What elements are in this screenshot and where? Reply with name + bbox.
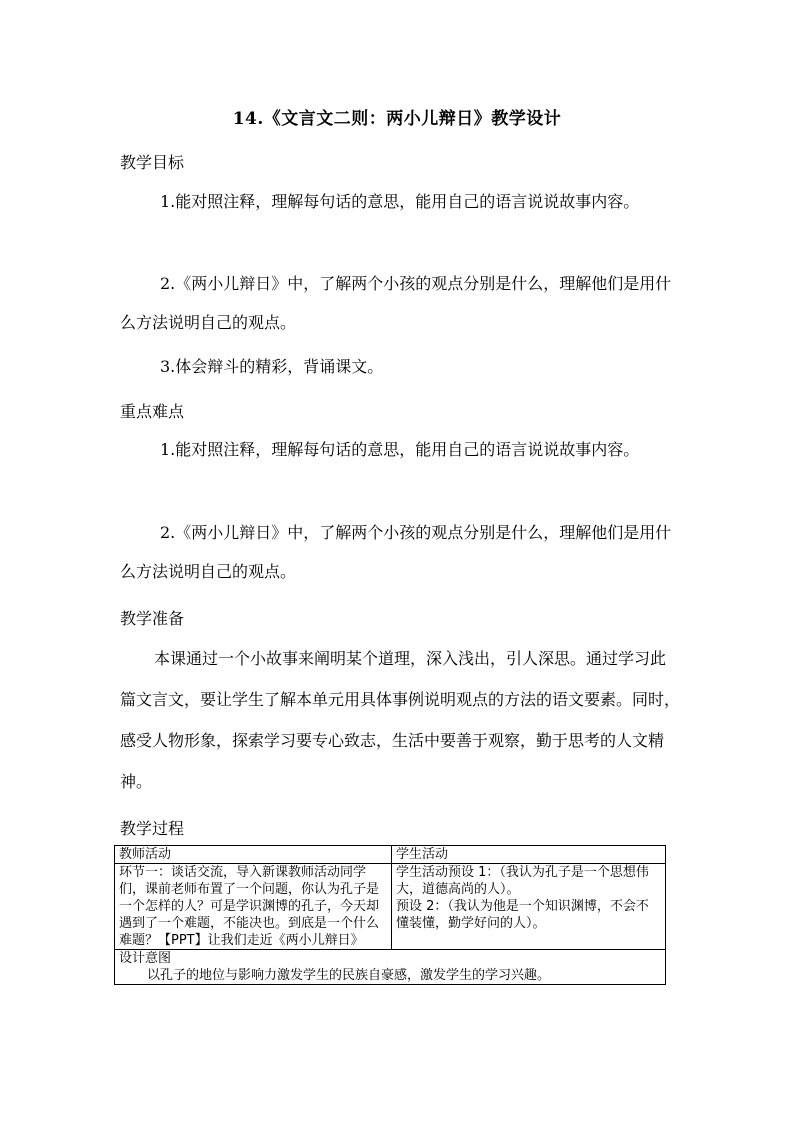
goal-item-1: 1.能对照注释，理解每句话的意思，能用自己的语言说说故事内容。 xyxy=(160,192,640,211)
teaching-process-table xyxy=(114,845,666,985)
heading-goals: 教学目标 xyxy=(120,153,185,172)
key-point-item-2: 2.《两小儿辩日》中，了解两个小孩的观点分别是什么，理解他们是用什么方法说明自己的观点。 xyxy=(120,523,672,581)
student-activity-preset-1: 学生活动预设 1：（我认为孔子是一个思想伟大，道德高尚的人）。 xyxy=(396,865,649,897)
student-activity-cell xyxy=(392,864,666,950)
goal-item-2: 2.《两小儿辩日》中，了解两个小孩的观点分别是什么，理解他们是用什么方法说明自己的观点。 xyxy=(120,274,672,332)
student-activity-preset-2: 预设 2：（我认为他是一个知识渊博，不会不懂装懂，勤学好问的人）。 xyxy=(396,899,649,931)
teacher-activity-cell: 环节一：谈话交流，导入新课教师活动同学们，课前老师布置了一个问题，你认为孔子是一个怎样的人？可是学识渊博的孔子，今天却遇到了一个难题，不能决也。到底是一个什么难题？【PPT】让我们走近《两小儿辩日》 xyxy=(115,864,392,950)
goal-item-3: 3.体会辩斗的精彩，背诵课文。 xyxy=(160,357,384,376)
table-row xyxy=(115,864,666,950)
preparation-body: 本课通过一个小故事来阐明某个道理，深入浅出，引人深思。通过学习此篇文言文，要让学生了解本单元用具体事例说明观点的方法的语文要素。同时，感受人物形象，探索学习要专心致志，生活中要善于观察，勤于思考的人文精神。 xyxy=(120,649,681,791)
design-intent-label: 设计意图 xyxy=(119,951,172,966)
header-student-activity: 学生活动 xyxy=(392,846,666,864)
heading-key-points: 重点难点 xyxy=(120,402,185,421)
key-point-item-1: 1.能对照注释，理解每句话的意思，能用自己的语言说说故事内容。 xyxy=(160,440,640,459)
document-title: 14.《文言文二则：两小儿辩日》教学设计 xyxy=(232,109,562,129)
heading-preparation: 教学准备 xyxy=(120,609,185,628)
table-row-design-intent xyxy=(115,950,666,985)
heading-process: 教学过程 xyxy=(120,819,185,838)
header-teacher-activity: 教师活动 xyxy=(115,846,392,864)
design-intent-text: 以孔子的地位与影响力激发学生的民族自豪感，激发学生的学习兴趣。 xyxy=(147,968,551,983)
design-intent-cell xyxy=(115,950,666,985)
table-header-row xyxy=(115,846,666,864)
